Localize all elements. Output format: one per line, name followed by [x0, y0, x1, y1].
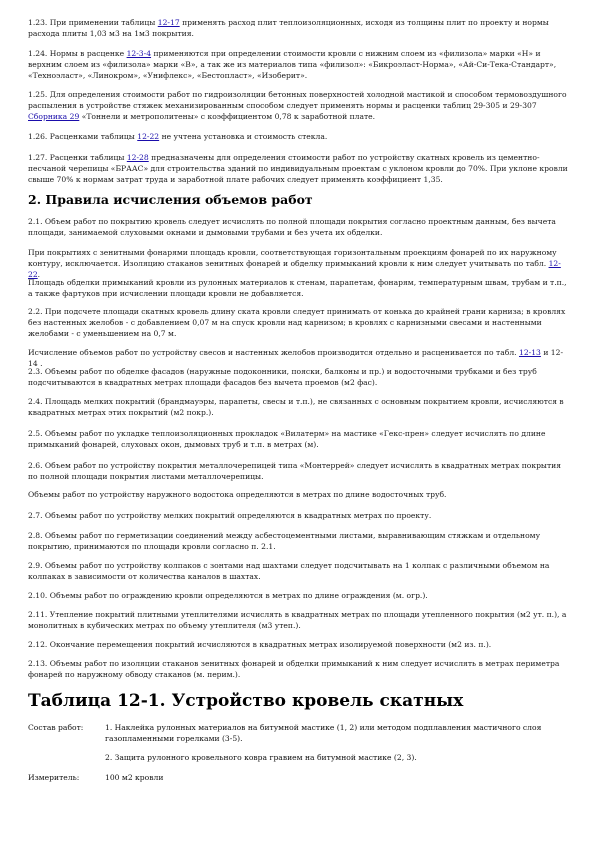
table-heading: Таблица 12-1. Устройство кровель скатных — [28, 691, 464, 711]
link-table-12-3-4[interactable]: 12-3-4 — [126, 49, 152, 58]
text: 1.25. Для определения стоимости работ по гидроизоляции бетонных поверхностей холодной мастикой и способом термовоздушного распыления в устройстве стяжек механизированным способом следует применять нормы и расценки таблиц 29-305 и 29-307 — [28, 90, 567, 110]
text: Исчисление объемов работ по устройству свесов и настенных желобов производится отдельно и расценивается по табл. — [28, 348, 519, 357]
paragraph-2-2: 2.2. При подсчете площади скатных кровель длину ската кровли следует принимать от конька до крайней грани карниза; в кровлях без настенных желобов - с добавлением 0,07 м на спуск кровли над карнизом; в кровлях с карнизными свесами и настенными желобами - с уменьшением на 0,7 м. — [28, 307, 566, 338]
work-composition-item-1: 1. Наклейка рулонных материалов на битумной мастике (1, 2) или методом подплавления мастичного слоя газопламенными горелками (3-5). — [105, 723, 542, 743]
paragraph-2-10: 2.10. Объемы работ по ограждению кровли определяются в метрах по длине ограждения (м. огр.). — [28, 591, 428, 600]
text: «Тоннели и метрополитены» с коэффициентом 0,78 к заработной плате. — [79, 112, 376, 121]
paragraph-2-8: 2.8. Объемы работ по герметизации соединений между асбестоцементными листами, выравнивающим стяжкам и отдельному покрытию, принимаются по площади кровли согласно п. 2.1. — [28, 531, 541, 551]
paragraph-1-25 — [28, 89, 568, 122]
paragraph-1-23 — [28, 17, 568, 39]
paragraph-2-7: 2.7. Объемы работ по устройству мелких покрытий определяются в квадратных метрах по проекту. — [28, 511, 432, 520]
link-table-12-17[interactable]: 12-17 — [157, 18, 180, 27]
text: применяются при определении стоимости кровли с нижним слоем из «филизола» марки «Н» и верхним слоем из «филизола» марки «В», а так же из материалов типа «филизол»: «Бикроэласт-Норма», «Ай-Си-Тека-Стандарт», «Техноэласт», «Линокром», «Унифлекс», «Бестопласт», «Изоберит». — [28, 49, 557, 80]
paragraph-2-9: 2.9. Объемы работ по устройству колпаков с зонтами над шахтами следует подсчитывать на 1 колпак с различными объемом на колпаках в зависимости от количества каналов в шахтах. — [28, 561, 550, 581]
paragraph-2-1-c: Площадь обделки примыканий кровли из рулонных материалов к стенам, парапетам, фонарям, температурным швам, трубам и т.п., а также фартуков при исчислении площади кровли не добавляется. — [28, 278, 567, 298]
paragraph-2-1: 2.1. Объем работ по покрытию кровель следует исчислять по полной площади покрытия согласно проектным данным, без вычета площади, занимаемой слуховыми окнами и дымовыми трубами и без учета их обделки. — [28, 217, 556, 237]
text: . — [37, 270, 41, 279]
link-table-12-13[interactable]: 12-13 — [519, 348, 541, 357]
paragraph-2-4: 2.4. Площадь мелких покрытий (брандмауэры, парапеты, свесы и т.п.), не связанных с основным покрытием кровли, исчисляются в квадратных метрах этих покрытий (м2 покр.). — [28, 397, 564, 417]
meter-value: 100 м2 кровли — [105, 773, 164, 782]
text: 1.23. При применении таблицы — [28, 18, 158, 27]
text: При покрытиях с зенитными фонарями площадь кровли, соответствующая горизонтальным проекциям фонарей по их наружному контуру, исключается. Изоляцию стаканов зенитных фонарей и обделку примыканий кровли к ним следует учитывать по табл. — [28, 248, 557, 268]
link-table-12-28[interactable]: 12-28 — [126, 153, 149, 162]
meter-label: Измеритель: — [28, 773, 80, 782]
text: применять расход плит теплоизоляционных, исходя из толщины плит по проекту и нормы расхода плиты 1,03 м3 на 1м3 покрытия. — [28, 18, 549, 38]
work-composition-item-2: 2. Защита рулонного кровельного ковра гравием на битумной мастике (2, 3). — [105, 753, 417, 762]
text: предназначены для определения стоимости работ по устройству скатных кровель из цементно-песчаной черепицы «БРААС» для строительства зданий по индивидуальным проектам с уклоном кровли до 70%. При уклоне кровли свыше 70% к нормам затрат труда и заработной плате рабочих следует применять коэффициент 1,35. — [28, 153, 568, 184]
paragraph-1-24 — [28, 48, 568, 81]
paragraph-2-6-b: Объемы работ по устройству наружного водостока определяются в метрах по длине водосточных труб. — [28, 490, 447, 499]
paragraph-2-13: 2.13. Объемы работ по изоляции стаканов зенитных фонарей и обделки примыканий к ним следует исчислять в метрах периметра фонарей по наружному обводу стаканов (м. перим.). — [28, 659, 560, 679]
paragraph-1-27 — [28, 152, 568, 185]
text: 1.26. Расценками таблицы — [28, 132, 138, 141]
paragraph-2-1-b — [28, 247, 568, 280]
work-composition-label: Состав работ: — [28, 723, 84, 732]
text: и 12-14 . — [28, 348, 564, 368]
paragraph-2-12: 2.12. Окончание перемещения покрытий исчисляются в квадратных метрах изолируемой поверхности (м2 из. п.). — [28, 640, 492, 649]
paragraph-2-5: 2.5. Объемы работ по укладке теплоизоляционных прокладок «Вилатерм» на мастике «Гекс-прен» следует исчислять по длине примыканий фонарей, слуховых окон, дымовых труб и т.п. в метрах (м). — [28, 429, 546, 449]
link-table-12-22[interactable]: 12-22 — [137, 132, 160, 141]
section-heading: 2. Правила исчисления объемов работ — [28, 192, 313, 207]
paragraph-1-26 — [28, 131, 568, 142]
paragraph-2-6: 2.6. Объем работ по устройству покрытия металлочерепицей типа «Монтеррей» следует исчислять в квадратных метрах покрытия по полной площади покрытия листами металлочерепицы. — [28, 461, 562, 481]
paragraph-2-11: 2.11. Утепление покрытий плитными утеплителями исчислять в квадратных метрах по площади утепленного покрытия (м2 ут. п.), а монолитных в кубических метрах по объему утеплителя (м3 утеп.). — [28, 610, 567, 630]
text: не учтена установка и стоимость стекла. — [159, 132, 328, 141]
paragraph-2-3: 2.3. Объемы работ по обделке фасадов (наружные подоконники, пояски, балконы и пр.) и водосточными трубками и без труб подсчитываются в квадратных метрах площади фасадов без вычета проемов (м2 фас). — [28, 367, 537, 387]
text: 1.24. Нормы в расценке — [28, 49, 127, 58]
link-collection-29[interactable]: Сборника 29 — [28, 112, 80, 121]
text: 1.27. Расценки таблицы — [28, 153, 127, 162]
link-table-12-22-b[interactable]: 12-22 — [28, 259, 561, 279]
